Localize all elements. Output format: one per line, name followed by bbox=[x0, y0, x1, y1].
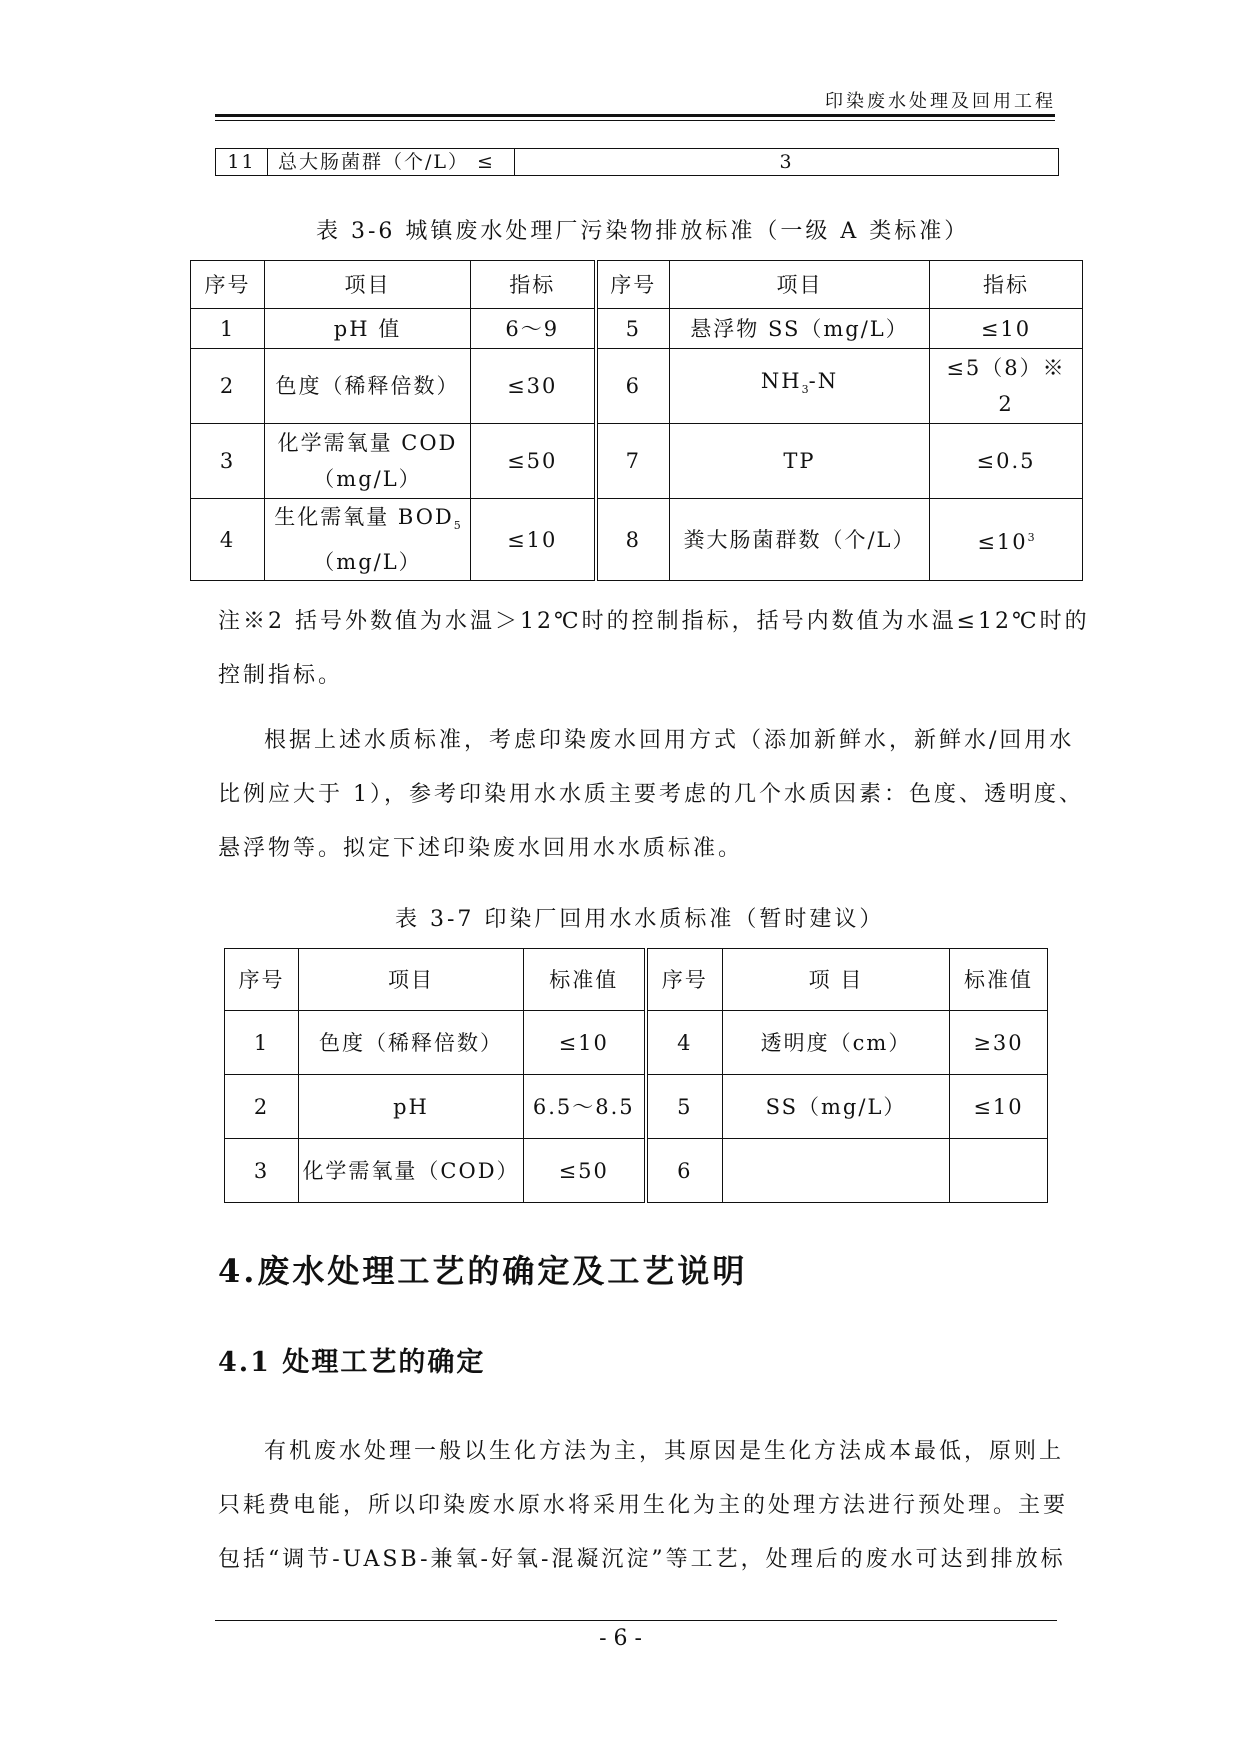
column-header: 序号 bbox=[646, 949, 723, 1011]
cell-line: 化学需氧量 COD bbox=[277, 431, 458, 455]
table-cell bbox=[670, 349, 930, 424]
column-header: 序号 bbox=[596, 261, 670, 309]
table-cell bbox=[265, 424, 471, 499]
table-row bbox=[191, 349, 1083, 424]
table-row bbox=[191, 499, 1083, 581]
column-header: 项目 bbox=[299, 949, 524, 1011]
table-cell: 2 bbox=[191, 349, 265, 424]
table-caption: 表 3-7 印染厂回用水水质标准（暂时建议） bbox=[395, 907, 885, 932]
table-cell: 8 bbox=[596, 499, 670, 581]
table-cell: ≤10 bbox=[524, 1011, 646, 1075]
table-cell: pH bbox=[299, 1075, 524, 1139]
table-cell: 总大肠菌群（个/L） ≤ bbox=[268, 149, 515, 176]
formula-text: -N bbox=[808, 369, 839, 394]
table-cell: pH 值 bbox=[265, 309, 471, 349]
table-cell: SS（mg/L） bbox=[723, 1075, 950, 1139]
cell-line bbox=[265, 499, 470, 544]
page-number: - 6 - bbox=[599, 1626, 642, 1651]
formula-subscript: 3 bbox=[801, 383, 809, 397]
paragraph-line: 根据上述水质标准，考虑印染废水回用方式（添加新鲜水，新鲜水/回用水 bbox=[264, 728, 1075, 753]
table-row bbox=[191, 309, 1083, 349]
table-row bbox=[216, 149, 1059, 176]
table-cell: 1 bbox=[191, 309, 265, 349]
table-cell: 5 bbox=[596, 309, 670, 349]
paragraph-line: 悬浮物等。拟定下述印染废水回用水水质标准。 bbox=[218, 836, 744, 861]
table-cell: 2 bbox=[225, 1075, 299, 1139]
table-3-7 bbox=[224, 948, 1048, 1203]
footer-rule bbox=[215, 1620, 1057, 1621]
column-header: 序号 bbox=[225, 949, 299, 1011]
column-header: 指标 bbox=[471, 261, 596, 309]
table-row bbox=[225, 1011, 1048, 1075]
table-header-row bbox=[191, 261, 1083, 309]
column-header: 项目 bbox=[265, 261, 471, 309]
table-cell: ≤10 bbox=[950, 1075, 1048, 1139]
table-cell: 4 bbox=[191, 499, 265, 581]
table-cell: 7 bbox=[596, 424, 670, 499]
subsection-heading: 4.1 处理工艺的确定 bbox=[218, 1347, 486, 1378]
table-cell: 6.5～8.5 bbox=[524, 1075, 646, 1139]
cell-line: 2 bbox=[998, 392, 1014, 416]
column-header: 序号 bbox=[191, 261, 265, 309]
table-cell: ≤50 bbox=[524, 1139, 646, 1203]
table-cell: ≤10 bbox=[930, 309, 1083, 349]
table-cell: ≤0.5 bbox=[930, 424, 1083, 499]
column-header: 项目 bbox=[670, 261, 930, 309]
table-3-6 bbox=[190, 260, 1083, 581]
note-line: 控制指标。 bbox=[218, 663, 344, 688]
value-text: ≤10 bbox=[977, 529, 1028, 554]
paragraph-line: 比例应大于 1），参考印染用水水质主要考虑的几个水质因素：色度、透明度、 bbox=[218, 782, 1084, 807]
table-cell: 悬浮物 SS（mg/L） bbox=[670, 309, 930, 349]
table-cell: 化学需氧量（COD） bbox=[299, 1139, 524, 1203]
table-cell bbox=[930, 349, 1083, 424]
column-header: 标准值 bbox=[524, 949, 646, 1011]
formula-text: 生化需氧量 BOD bbox=[274, 505, 454, 529]
table-row bbox=[225, 1139, 1048, 1203]
table-cell bbox=[723, 1139, 950, 1203]
section-heading: 4.废水处理工艺的确定及工艺说明 bbox=[218, 1252, 748, 1290]
table-cell bbox=[265, 499, 471, 581]
table-row bbox=[225, 1075, 1048, 1139]
table-cell: 6 bbox=[596, 349, 670, 424]
table-cell: 6～9 bbox=[471, 309, 596, 349]
header-rule bbox=[215, 114, 1055, 117]
table-cell: 粪大肠菌群数（个/L） bbox=[670, 499, 930, 581]
table-cell: 1 bbox=[225, 1011, 299, 1075]
column-header: 标准值 bbox=[950, 949, 1048, 1011]
table-cell: 透明度（cm） bbox=[723, 1011, 950, 1075]
cell-line: ≤5（8）※ bbox=[946, 356, 1066, 380]
table-cell: 3 bbox=[515, 149, 1059, 176]
table-cell: ≥30 bbox=[950, 1011, 1048, 1075]
formula-subscript: 5 bbox=[453, 519, 461, 533]
paragraph-line: 有机废水处理一般以生化方法为主，其原因是生化方法成本最低，原则上 bbox=[264, 1439, 1065, 1464]
cell-line: （mg/L） bbox=[313, 550, 422, 575]
table-cell: 4 bbox=[646, 1011, 723, 1075]
note-line: 注※2 括号外数值为水温＞12℃时的控制指标，括号内数值为水温≤12℃时的 bbox=[218, 609, 1090, 634]
table-caption: 表 3-6 城镇废水处理厂污染物排放标准（一级 A 类标准） bbox=[316, 219, 970, 244]
value-superscript: 3 bbox=[1027, 530, 1035, 544]
table-header-row bbox=[225, 949, 1048, 1011]
header-rule-thin bbox=[215, 120, 1055, 121]
table-cell: ≤30 bbox=[471, 349, 596, 424]
table-cell: 色度（稀释倍数） bbox=[265, 349, 471, 424]
table-cell: ≤10 bbox=[471, 499, 596, 581]
table-cell: 色度（稀释倍数） bbox=[299, 1011, 524, 1075]
table-cell: 5 bbox=[646, 1075, 723, 1139]
table-cell bbox=[930, 499, 1083, 581]
table-cell: 3 bbox=[191, 424, 265, 499]
formula-text: NH bbox=[760, 369, 802, 394]
paragraph-line: 只耗费电能，所以印染废水原水将采用生化为主的处理方法进行预处理。主要 bbox=[218, 1493, 1069, 1518]
table-cell: 11 bbox=[216, 149, 268, 176]
page-header-title: 印染废水处理及回用工程 bbox=[825, 91, 1056, 112]
table-row bbox=[191, 424, 1083, 499]
paragraph-line: 包括“调节-UASB-兼氧-好氧-混凝沉淀”等工艺，处理后的废水可达到排放标 bbox=[218, 1547, 1066, 1572]
table-cell bbox=[950, 1139, 1048, 1203]
table-cell: 3 bbox=[225, 1139, 299, 1203]
column-header: 指标 bbox=[930, 261, 1083, 309]
column-header: 项 目 bbox=[723, 949, 950, 1011]
table-cell: ≤50 bbox=[471, 424, 596, 499]
table-continuation bbox=[215, 148, 1059, 176]
cell-line: （mg/L） bbox=[313, 467, 422, 491]
table-cell: 6 bbox=[646, 1139, 723, 1203]
table-cell: TP bbox=[670, 424, 930, 499]
